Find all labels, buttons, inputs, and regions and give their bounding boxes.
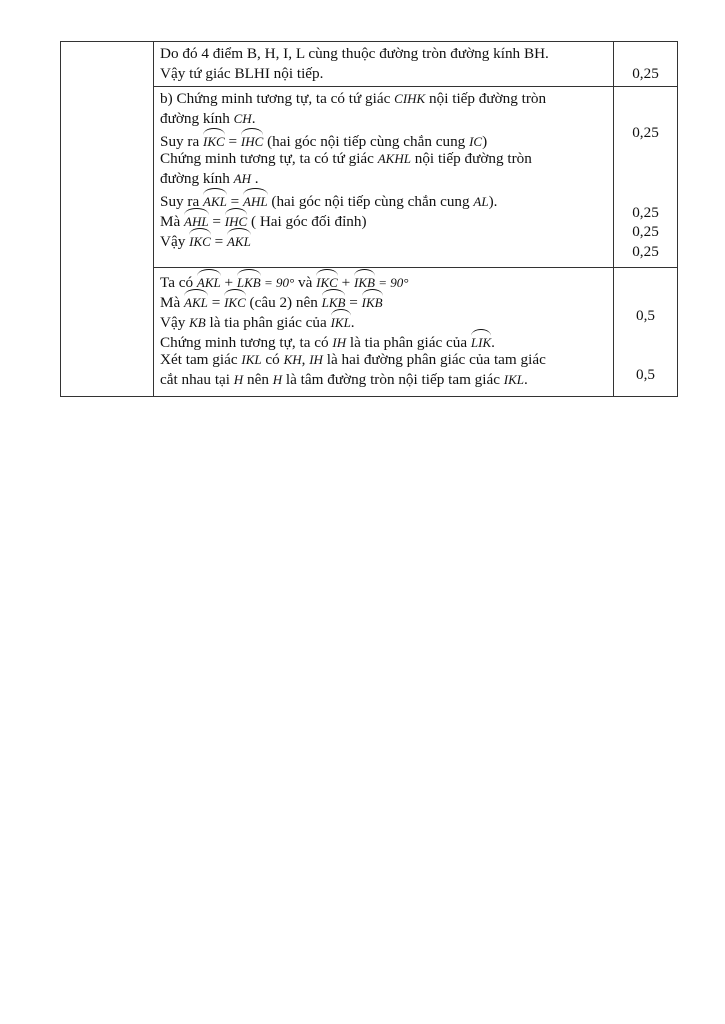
- angle: AKL: [197, 270, 221, 293]
- angle: IKC: [189, 229, 211, 252]
- question-cell: [61, 42, 154, 397]
- text-line: Mà AKL = IKC (câu 2) nên LKB = IKB: [160, 290, 609, 310]
- angle: LKB: [237, 270, 261, 293]
- text-line: Vậy tứ giác BLHI nội tiếp.: [160, 65, 324, 82]
- text-line: b) Chứng minh tương tự, ta có tứ giác CIHK nội tiếp đường tròn: [160, 90, 547, 107]
- angle: IKC: [316, 270, 338, 293]
- text-line: Chứng minh tương tự, ta có IH là tia phân giác của LIK.: [160, 330, 609, 350]
- content-cell: [154, 87, 614, 268]
- angle: IKB: [354, 270, 375, 293]
- angle: AHL: [243, 189, 268, 212]
- angle: IKL: [331, 310, 351, 333]
- score-value: 0,5: [636, 307, 655, 324]
- text-line: Xét tam giác IKL có KH, IH là hai đường phân giác của tam giác: [160, 351, 546, 368]
- score-value: 0,25: [632, 204, 659, 221]
- score-value: 0,25: [632, 223, 659, 240]
- score-value: 0,25: [632, 124, 659, 141]
- table-row: [61, 42, 678, 87]
- text-line: cắt nhau tại H nên H là tâm đường tròn nội tiếp tam giác IKL.: [160, 371, 528, 388]
- angle: AKL: [184, 290, 208, 313]
- table-row: [61, 268, 678, 397]
- text-line: Vậy KB là tia phân giác của IKL.: [160, 310, 609, 330]
- table-row: [61, 87, 678, 268]
- angle: LKB: [322, 290, 346, 313]
- score-value: 0,25: [632, 65, 659, 82]
- text-line: Suy ra AKL = AHL (hai góc nội tiếp cùng chắn cung AL).: [160, 189, 609, 209]
- score-value: 0,5: [636, 366, 655, 383]
- angle: AHL: [184, 209, 209, 232]
- angle: AKL: [203, 189, 227, 212]
- text-line: đường kính CH.: [160, 110, 256, 127]
- angle: IKC: [224, 290, 246, 313]
- text-line: Ta có AKL + LKB = 90° và IKC + IKB = 90°: [160, 270, 609, 290]
- angle: IKC: [203, 129, 225, 152]
- angle: AKL: [227, 229, 251, 252]
- text-line: Mà AHL = IHC ( Hai góc đối đỉnh): [160, 209, 609, 229]
- content-cell: [154, 42, 614, 87]
- text-line: Chứng minh tương tự, ta có tứ giác AKHL nội tiếp đường tròn: [160, 150, 532, 167]
- text-line: Suy ra IKC = IHC (hai góc nội tiếp cùng chắn cung IC): [160, 129, 609, 149]
- angle: IHC: [241, 129, 263, 152]
- score-cell: [614, 42, 678, 87]
- content-cell: [154, 268, 614, 397]
- score-cell: [614, 268, 678, 397]
- angle: IHC: [225, 209, 247, 232]
- grading-table: [60, 41, 678, 397]
- score-cell: [614, 87, 678, 268]
- text-line: đường kính AH .: [160, 170, 259, 187]
- score-value: 0,25: [632, 243, 659, 260]
- angle: IKB: [362, 290, 383, 313]
- text-line: Vậy IKC = AKL: [160, 229, 609, 249]
- text-line: Do đó 4 điểm B, H, I, L cùng thuộc đường tròn đường kính BH.: [160, 45, 549, 62]
- angle: LIK: [471, 330, 491, 353]
